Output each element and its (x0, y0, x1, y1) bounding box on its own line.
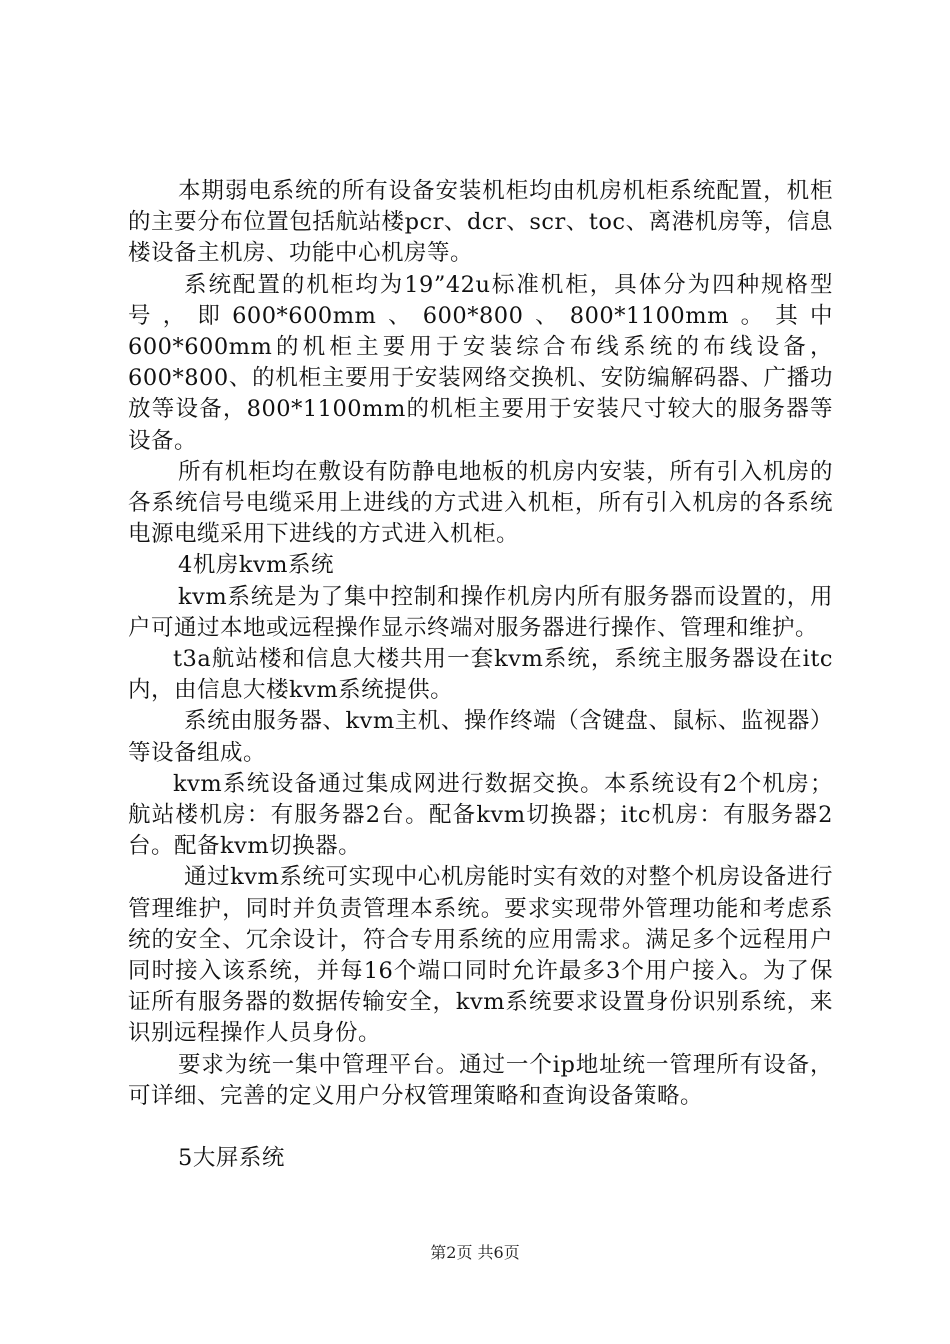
paragraph-cabinet-install: 所有机柜均在敷设有防静电地板的机房内安装，所有引入机房的各系统信号电缆采用上进线的方式进入机柜，所有引入机房的各系统电源电缆采用下进线的方式进入机柜。 (128, 458, 833, 548)
paragraph-kvm-purpose: kvm系统是为了集中控制和操作机房内所有服务器而设置的，用户可通过本地或远程操作显示终端对服务器进行操作、管理和维护。 (128, 583, 833, 641)
document-body (128, 176, 833, 1174)
paragraph-kvm-network: kvm系统设备通过集成网进行数据交换。本系统设有2个机房；航站楼机房：有服务器2台。配备kvm切换器；itc机房：有服务器2台。配备kvm切换器。 (128, 770, 833, 860)
paragraph-kvm-platform: 要求为统一集中管理平台。通过一个ip地址统一管理所有设备，可详细、完善的定义用户分权管理策略和查询设备策略。 (128, 1051, 833, 1109)
paragraph-cabinet-specs: 系统配置的机柜均为19”42u标准机柜，具体分为四种规格型号，即600*600mm、600*800、800*1100mm。其中600*600mm的机柜主要用于安装综合布线系统的布线设备，600*800、的机柜主要用于安装网络交换机、安防编解码器、广播功放等设备，800*1100mm的机柜主要用于安装尺寸较大的服务器等设备。 (128, 271, 833, 454)
paragraph-kvm-requirements: 通过kvm系统可实现中心机房能时实有效的对整个机房设备进行管理维护，同时并负责管理本系统。要求实现带外管理功能和考虑系统的安全、冗余设计，符合专用系统的应用需求。满足多个远程用户同时接入该系统，并每16个端口同时允许最多3个用户接入。为了保证所有服务器的数据传输安全，kvm系统要求设置身份识别系统，来识别远程操作人员身份。 (128, 864, 833, 1047)
section-heading-kvm: 4机房kvm系统 (178, 552, 334, 579)
section-heading-big-screen: 5大屏系统 (178, 1145, 285, 1172)
page-footer: 第2页 共6页 (430, 1243, 520, 1262)
paragraph-cabinet-overview: 本期弱电系统的所有设备安装机柜均由机房机柜系统配置，机柜的主要分布位置包括航站楼pcr、dcr、scr、toc、离港机房等，信息楼设备主机房、功能中心机房等。 (128, 178, 833, 267)
paragraph-kvm-components: 系统由服务器、kvm主机、操作终端（含键盘、鼠标、监视器）等设备组成。 (128, 708, 833, 766)
paragraph-kvm-shared: t3a航站楼和信息大楼共用一套kvm系统，系统主服务器设在itc内，由信息大楼kvm系统提供。 (128, 646, 833, 704)
